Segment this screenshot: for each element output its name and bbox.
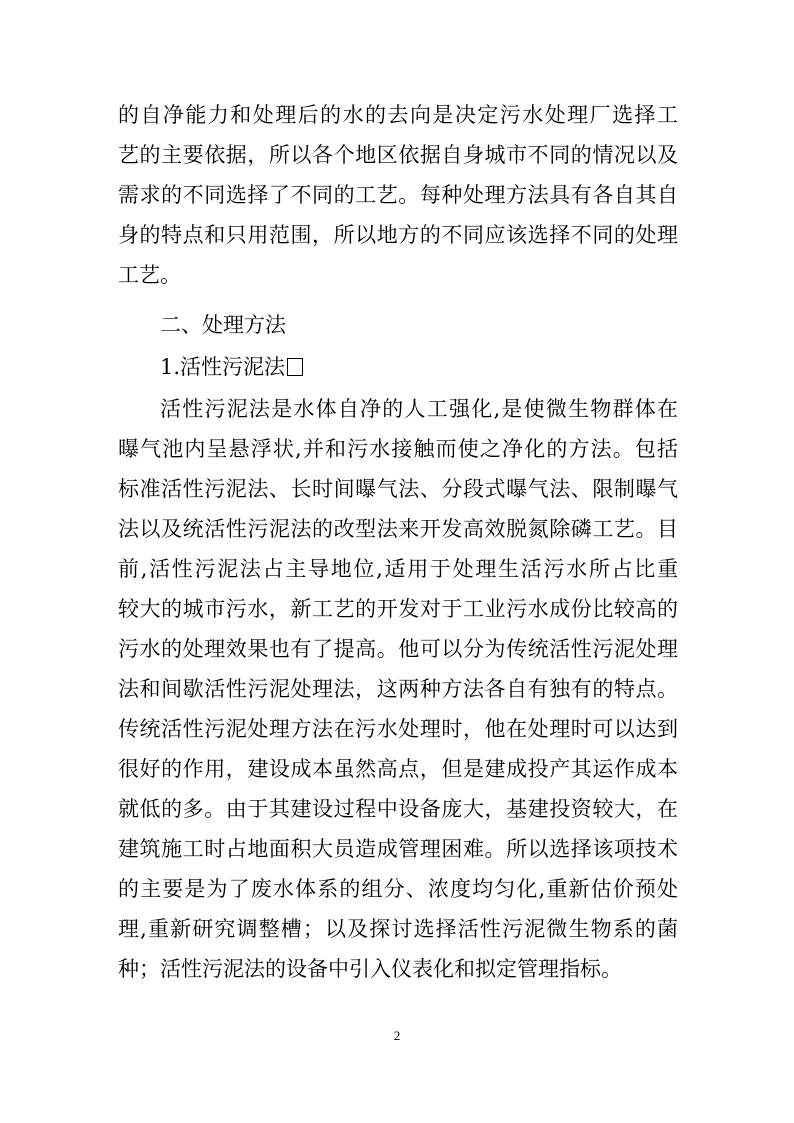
paragraph-line: 法和间歇活性污泥处理法，这两种方法各自有独有的特点。 <box>118 677 678 701</box>
paragraph-line: 较大的城市污水，新工艺的开发对于工业污水成份比较高的 <box>118 597 678 621</box>
paragraph-line: 种；活性污泥法的设备中引入仪表化和拟定管理指标。 <box>118 957 622 981</box>
paragraph-line: 艺的主要依据，所以各个地区依据自身城市不同的情况以及 <box>118 143 678 167</box>
paragraph-line: 标准活性污泥法、长时间曝气法、分段式曝气法、限制曝气 <box>118 477 678 501</box>
paragraph-line: 的主要是为了废水体系的组分、浓度均匀化,重新估价预处 <box>118 877 678 901</box>
paragraph-line: 理,重新研究调整槽；以及探讨选择活性污泥微生物系的菌 <box>118 917 678 941</box>
page-number: 2 <box>393 1028 401 1043</box>
paragraph-line: 身的特点和只用范围，所以地方的不同应该选择不同的处理 <box>118 223 678 247</box>
paragraph-line: 污水的处理效果也有了提高。他可以分为传统活性污泥处理 <box>118 637 678 661</box>
paragraph-line: 工艺。 <box>118 263 181 287</box>
paragraph-line: 前,活性污泥法占主导地位,适用于处理生活污水所占比重 <box>118 557 678 581</box>
section-heading: 二、处理方法 <box>160 313 286 337</box>
paragraph-line: 很好的作用，建设成本虽然高点，但是建成投产其运作成本 <box>118 757 678 781</box>
subsection-heading: 1.活性污泥法 <box>160 355 286 379</box>
paragraph-line: 传统活性污泥处理方法在污水处理时，他在处理时可以达到 <box>118 717 678 741</box>
paragraph-line: 就低的多。由于其建设过程中设备庞大，基建投资较大，在 <box>118 797 678 821</box>
paragraph-line: 的自净能力和处理后的水的去向是决定污水处理厂选择工 <box>118 103 678 127</box>
paragraph-line: 活性污泥法是水体自净的人工强化,是使微生物群体在 <box>160 397 678 421</box>
paragraph-line: 曝气池内呈悬浮状,并和污水接触而使之净化的方法。包括 <box>118 437 678 461</box>
subsection-heading-row <box>160 350 678 384</box>
paragraph-line: 法以及统活性污泥法的改型法来开发高效脱氮除磷工艺。目 <box>118 517 678 541</box>
paragraph-line: 建筑施工时占地面积大员造成管理困难。所以选择该项技术 <box>118 837 678 861</box>
paragraph-line: 需求的不同选择了不同的工艺。每种处理方法具有各自其自 <box>118 183 678 207</box>
checkbox-icon <box>287 358 303 376</box>
